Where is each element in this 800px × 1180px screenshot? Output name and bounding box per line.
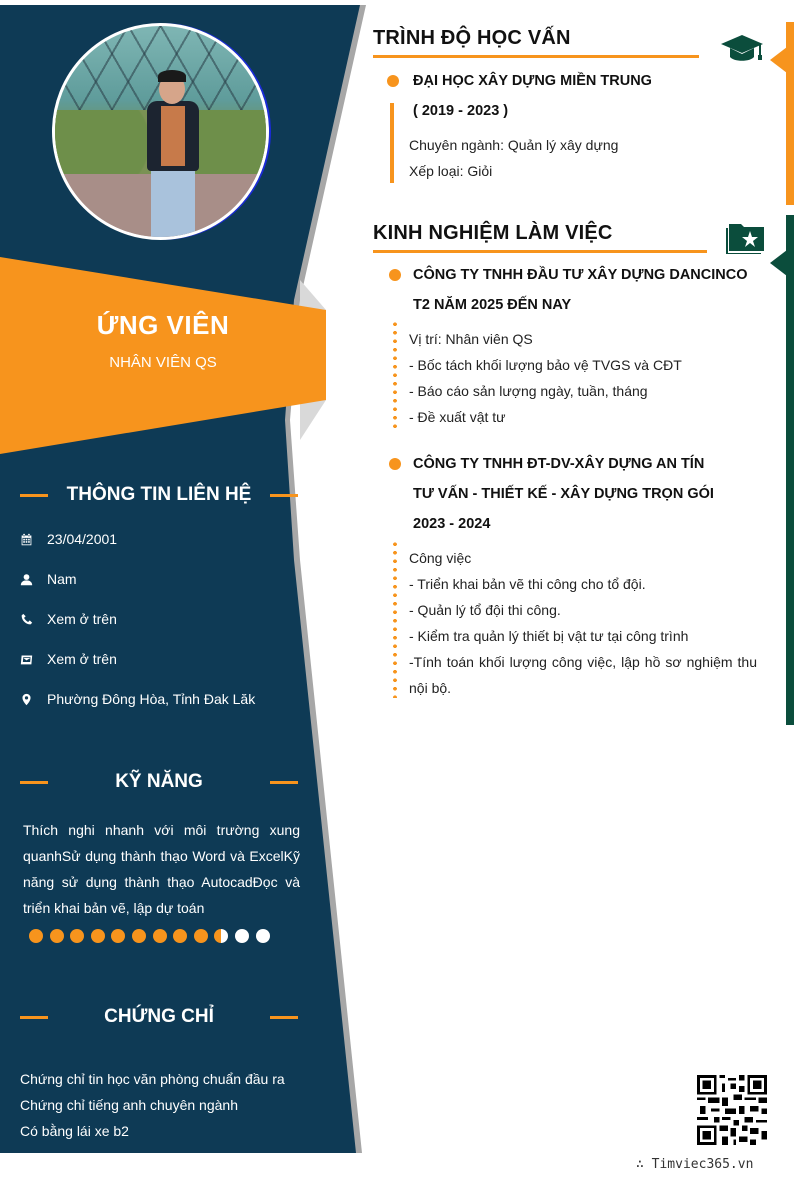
company-name: CÔNG TY TNHH ĐT-DV-XÂY DỰNG AN TÍN bbox=[413, 456, 705, 472]
skills-heading: KỸ NĂNG bbox=[20, 771, 298, 793]
education-rule bbox=[373, 55, 699, 58]
heading-dash bbox=[20, 781, 48, 784]
certificate-item: Có bằng lái xe b2 bbox=[20, 1123, 129, 1139]
rating-dot-half bbox=[214, 929, 228, 943]
school-period: ( 2019 - 2023 ) bbox=[413, 103, 509, 119]
skills-description: Thích nghi nhanh với môi trường xung quanhSử dụng thành thạo Word và ExcelKỹ năng sử dụng thành thạo AutocadĐọc và triển khai bản vẽ, lập dự toán bbox=[23, 822, 300, 916]
timeline-bullet bbox=[389, 458, 401, 470]
envelope-icon bbox=[20, 653, 47, 666]
rating-dot-full bbox=[194, 929, 208, 943]
candidate-role: NHÂN VIÊN QS bbox=[109, 354, 217, 371]
rating-dot-empty bbox=[235, 929, 249, 943]
company-name: CÔNG TY TNHH ĐẦU TƯ XÂY DỰNG DANCINCO bbox=[413, 267, 748, 283]
contact-birthdate: 23/04/2001 bbox=[20, 519, 310, 559]
map-marker-icon bbox=[20, 693, 47, 706]
user-icon bbox=[20, 573, 47, 586]
heading-dash bbox=[270, 781, 298, 784]
rating-dot-full bbox=[29, 929, 43, 943]
graduation-cap-icon bbox=[720, 33, 764, 63]
candidate-name: ỨNG VIÊN bbox=[96, 310, 230, 340]
heading-dash bbox=[20, 494, 48, 497]
certificate-item: Chứng chỉ tiếng anh chuyên ngành bbox=[20, 1097, 238, 1113]
contact-list bbox=[20, 519, 310, 719]
timeline-dotted-line bbox=[393, 540, 397, 698]
rating-dot-full bbox=[70, 929, 84, 943]
timeline-bullet bbox=[387, 75, 399, 87]
education-side-bar bbox=[786, 22, 794, 205]
certificate-item: Chứng chỉ tin học văn phòng chuẩn đầu ra bbox=[20, 1071, 285, 1087]
heading-dash bbox=[270, 1016, 298, 1019]
experience-rule bbox=[373, 250, 707, 253]
timeline-dotted-line bbox=[393, 320, 397, 430]
contact-heading: THÔNG TIN LIÊN HỆ bbox=[20, 484, 298, 506]
contact-email: Xem ở trên bbox=[20, 639, 310, 679]
calendar-icon bbox=[20, 533, 47, 546]
rating-dot-full bbox=[91, 929, 105, 943]
job-details: Vị trí: Nhân viên QS - Bốc tách khối lượng bảo vệ TVGS và CĐT - Báo cáo sản lượng ngày, tuần, tháng - Đề xuất vật tư bbox=[409, 331, 682, 425]
experience-side-bar bbox=[786, 215, 794, 725]
job-period: T2 NĂM 2025 ĐẾN NAY bbox=[413, 297, 572, 313]
avatar bbox=[52, 23, 269, 240]
education-details: Chuyên ngành: Quản lý xây dựng Xếp loại: Giỏi bbox=[409, 137, 619, 179]
education-side-arrow bbox=[770, 47, 787, 73]
folder-star-icon bbox=[725, 222, 765, 256]
rating-dot-full bbox=[132, 929, 146, 943]
timeline-bullet bbox=[389, 269, 401, 281]
heading-dash bbox=[20, 1016, 48, 1019]
rating-dot-full bbox=[111, 929, 125, 943]
rating-dot-empty bbox=[256, 929, 270, 943]
heading-dash bbox=[270, 494, 298, 497]
job-details: Công việc - Triển khai bản vẽ thi công cho tổ đội. - Quản lý tổ đội thi công. - Kiểm tra quản lý thiết bị vật tư tại công trình -Tính toán khối lượng công việc, lập hồ sơ nghiệm thu nội bộ. bbox=[409, 550, 757, 696]
contact-phone: Xem ở trên bbox=[20, 599, 310, 639]
experience-heading: KINH NGHIỆM LÀM VIỆC bbox=[373, 222, 613, 244]
contact-gender: Nam bbox=[20, 559, 310, 599]
experience-side-arrow bbox=[770, 250, 787, 276]
phone-icon bbox=[20, 613, 47, 626]
school-name: ĐẠI HỌC XÂY DỰNG MIỀN TRUNG bbox=[413, 73, 652, 89]
company-subtitle: TƯ VẤN - THIẾT KẾ - XÂY DỰNG TRỌN GÓI bbox=[413, 486, 714, 502]
certificates-heading: CHỨNG CHỈ bbox=[20, 1006, 298, 1028]
contact-address: Phường Đông Hòa, Tỉnh Đak Lăk bbox=[20, 679, 310, 719]
qr-code bbox=[697, 1075, 767, 1145]
certificates-list bbox=[20, 1066, 285, 1144]
rating-dot-full bbox=[153, 929, 167, 943]
skill-rating bbox=[29, 929, 270, 943]
brand-watermark: ∴ Timviec365.vn bbox=[636, 1157, 754, 1172]
rating-dot-full bbox=[50, 929, 64, 943]
job-period: 2023 - 2024 bbox=[413, 516, 491, 532]
rating-dot-full bbox=[173, 929, 187, 943]
timeline-line bbox=[390, 103, 394, 183]
education-heading: TRÌNH ĐỘ HỌC VẤN bbox=[373, 27, 571, 49]
